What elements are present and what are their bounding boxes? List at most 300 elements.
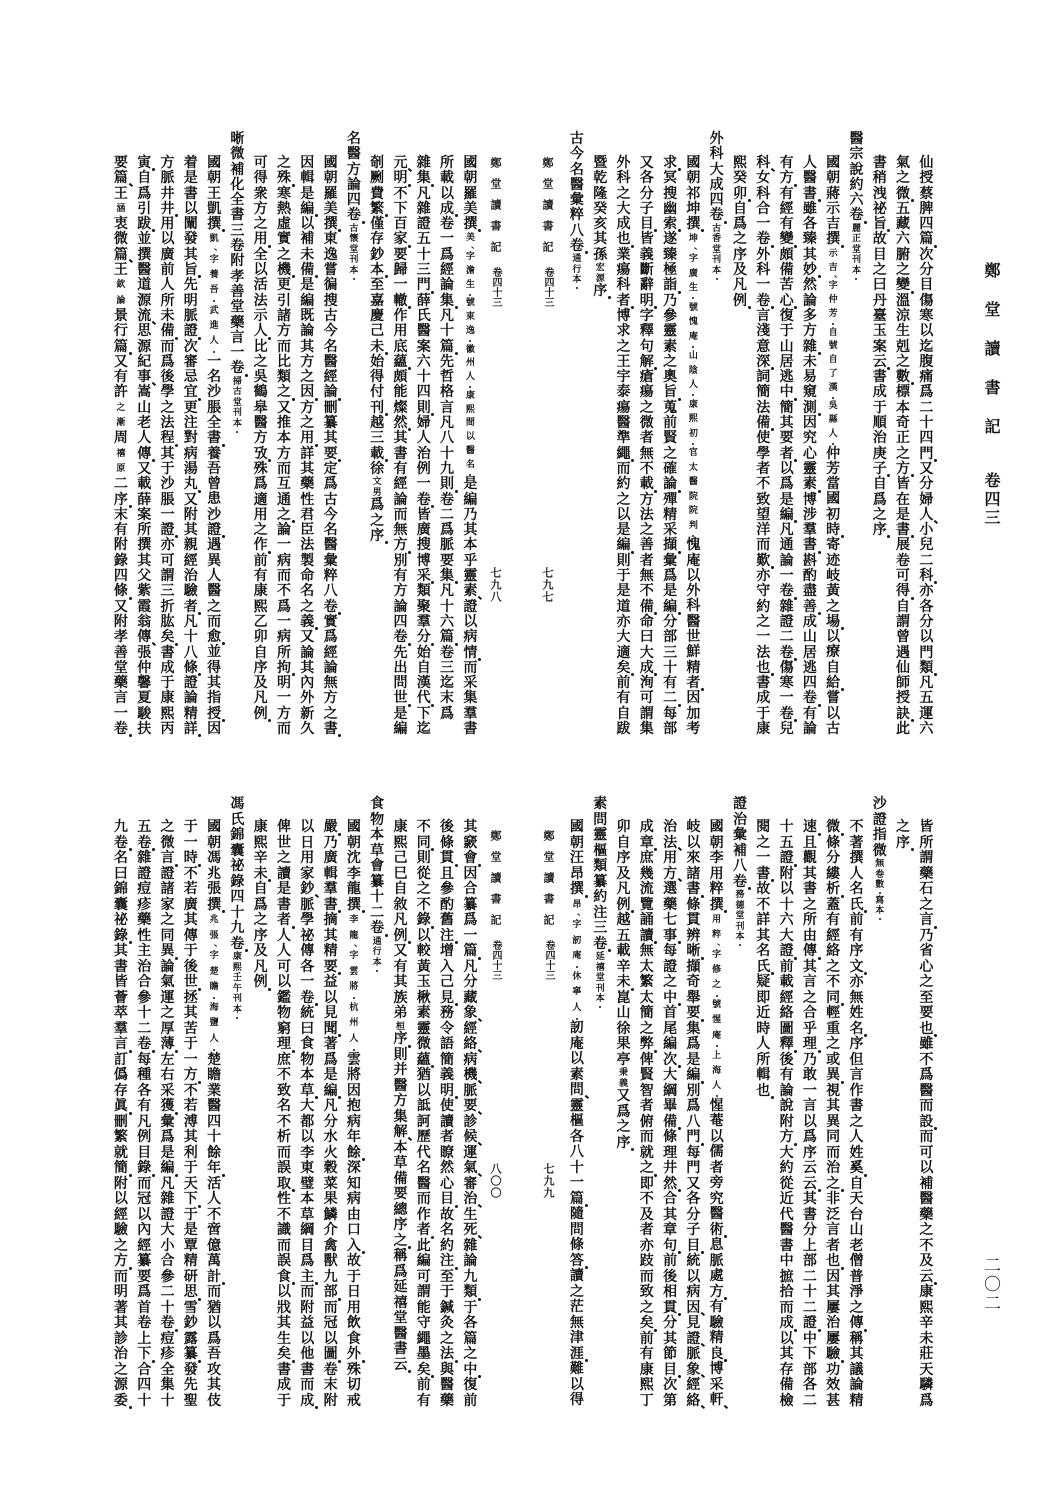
char: 以: [616, 506, 631, 523]
book-title-column: [366, 797, 389, 973]
char: 計: [202, 1270, 225, 1286]
char: 嚴: [319, 820, 342, 836]
char: 方: [346, 161, 361, 178]
char: 剞: [370, 155, 385, 171]
char: 論: [849, 1377, 864, 1393]
char: 孝: [230, 268, 245, 285]
annotation-char: 醫: [688, 477, 698, 488]
char: 若: [183, 881, 198, 897]
char: 要: [779, 430, 794, 447]
char: 約: [756, 598, 771, 615]
char: 本: [393, 1139, 408, 1156]
char: 康: [160, 690, 175, 707]
char: 其: [300, 338, 315, 355]
inline-annotation: [705, 224, 728, 282]
char: 言: [109, 1037, 132, 1053]
char: 理: [798, 1037, 821, 1053]
char: 之: [826, 598, 841, 615]
char: 之: [919, 1222, 934, 1238]
char: 旨: [658, 385, 681, 400]
char: 水: [323, 1129, 338, 1145]
char: 師: [896, 675, 911, 692]
text-column: [459, 156, 482, 737]
char: 底: [393, 338, 408, 355]
char: 序: [868, 523, 891, 538]
char: 居: [779, 353, 794, 370]
char: 實: [276, 231, 291, 248]
char: 羅: [463, 185, 478, 202]
char: 理: [663, 1144, 678, 1161]
char: 絡: [779, 1005, 794, 1021]
char: 薄: [156, 1037, 179, 1053]
char: 別: [393, 552, 408, 569]
char: 人: [249, 324, 272, 339]
char: 就: [639, 1144, 654, 1161]
annotation-char: 判: [688, 520, 698, 531]
char: 搜: [323, 292, 338, 309]
char: 以: [183, 200, 198, 217]
char: 書: [393, 1341, 408, 1357]
char: 次: [658, 1053, 681, 1069]
char: 及: [732, 262, 747, 279]
char: 外: [300, 690, 315, 707]
stop-mark: [129, 734, 132, 737]
char: 求: [658, 156, 681, 171]
char: 有: [779, 216, 794, 233]
char: 之: [272, 385, 295, 400]
char: 刪: [113, 1113, 128, 1130]
char: 酌: [802, 568, 817, 585]
char: 敢: [802, 1067, 817, 1083]
char: 其: [826, 1098, 841, 1114]
annotation-char: 熙: [688, 414, 698, 425]
char: 是: [323, 1067, 338, 1083]
char: 撰: [202, 898, 225, 914]
char: 凡: [463, 958, 478, 975]
char: 製: [300, 552, 315, 569]
char: 不: [639, 583, 654, 600]
char: 脈: [463, 1082, 478, 1099]
char: 編: [296, 202, 319, 217]
char: 道: [137, 277, 152, 294]
char: 八: [686, 1113, 701, 1130]
char: 其: [113, 943, 128, 959]
char: 數: [891, 370, 914, 385]
text-column: [891, 820, 914, 851]
char: 脾: [919, 200, 934, 217]
annotation-char: 本: [572, 275, 582, 286]
char: 鈔: [370, 246, 385, 263]
char: 先: [183, 277, 198, 294]
char: 居: [802, 644, 817, 661]
char: 效: [826, 1377, 841, 1393]
char: 徐: [616, 1020, 631, 1037]
char: 門: [915, 447, 938, 462]
char: 成: [802, 613, 817, 630]
char: 祁: [686, 185, 701, 202]
annotation-char: 縣: [828, 415, 838, 426]
char: 辛: [919, 1315, 934, 1331]
char: 囊: [230, 842, 245, 859]
char: 讀: [440, 1113, 455, 1130]
char: 迄: [919, 338, 934, 355]
char: 附: [183, 506, 198, 523]
char: 此: [416, 1237, 431, 1254]
char: 明: [113, 1284, 128, 1300]
char: 之: [919, 974, 934, 990]
char: 藥: [663, 896, 678, 913]
char: 諸: [686, 865, 701, 882]
char: 尾: [663, 1020, 678, 1037]
char: 幾: [639, 865, 654, 882]
char: 皆: [919, 819, 934, 835]
char: 于: [463, 1299, 478, 1316]
char: 山: [137, 399, 152, 416]
char: 給: [822, 676, 845, 691]
char: 約: [616, 476, 631, 493]
char: 熱: [276, 200, 291, 217]
char: 醫: [253, 415, 268, 432]
char: 例: [612, 898, 635, 914]
char: 熙: [919, 1299, 934, 1316]
char: 傳: [133, 447, 156, 462]
char: 一: [230, 345, 245, 362]
char: 廣: [183, 896, 198, 913]
char: 二: [802, 1392, 817, 1409]
char: 雜: [798, 340, 821, 355]
char: 羣: [113, 1020, 128, 1037]
char: 崑: [616, 989, 631, 1006]
char: 義: [296, 615, 319, 630]
char: 始: [370, 353, 385, 370]
char: 徧: [323, 277, 338, 294]
char: 目: [300, 1237, 315, 1254]
char: 有: [393, 958, 408, 975]
char: 都: [300, 1113, 315, 1130]
char: 前: [160, 262, 175, 279]
char: 患: [207, 491, 222, 508]
text-column: [459, 820, 482, 1409]
char: 屢: [826, 1330, 841, 1347]
char: 朝: [709, 834, 724, 851]
char: 分: [323, 1113, 338, 1130]
char: 補: [230, 161, 245, 178]
char: 四: [137, 1377, 152, 1393]
char: 要: [113, 155, 128, 171]
char: 有: [802, 705, 817, 722]
char: 雖: [802, 200, 817, 217]
char: 省: [919, 943, 934, 959]
char: 張: [207, 881, 222, 897]
char: 法: [435, 1347, 458, 1363]
char: 末: [113, 506, 128, 523]
char: 精: [686, 659, 701, 676]
char: 視: [826, 1082, 841, 1099]
char: 補: [732, 842, 747, 859]
char: 所: [137, 522, 152, 539]
char: 鶴: [253, 384, 268, 401]
char: 小: [160, 1237, 175, 1254]
annotation-char: 昂: [572, 899, 582, 910]
char: 徐: [370, 460, 385, 477]
char: 獸: [323, 1253, 338, 1269]
char: 別: [686, 1082, 701, 1099]
char: 次: [919, 246, 934, 263]
char: 即: [639, 1175, 654, 1192]
text-column: [565, 820, 588, 1409]
annotation-char: 兆: [209, 915, 219, 925]
char: 分: [663, 1315, 678, 1331]
char: 景: [113, 307, 128, 324]
char: 博: [709, 1361, 724, 1378]
char: 醫: [207, 1098, 222, 1114]
char: 其: [160, 445, 175, 462]
char: 因: [802, 415, 817, 432]
char: 卷: [296, 991, 319, 1007]
char: 寅: [133, 156, 156, 171]
char: 謂: [919, 850, 934, 866]
char: 分: [639, 185, 654, 202]
char: 于: [183, 1036, 198, 1052]
char: 朝: [323, 170, 338, 187]
char: 更: [276, 277, 291, 294]
char: 錄: [133, 1161, 156, 1177]
char: 分: [802, 1222, 817, 1238]
char: 二: [779, 629, 794, 646]
char: 及: [253, 675, 268, 692]
char: 大: [300, 1098, 315, 1114]
char: 萬: [207, 1253, 222, 1269]
char: 方: [253, 430, 268, 447]
char: 乃: [323, 834, 338, 851]
char: 纂: [370, 873, 385, 890]
char: 聚: [416, 598, 431, 615]
annotation-char: 張: [209, 930, 219, 941]
char: 索: [658, 217, 681, 232]
char: 以: [416, 927, 431, 944]
char: 旁: [709, 1175, 724, 1192]
char: 誤: [276, 1160, 291, 1176]
char: 作: [416, 1206, 431, 1223]
char: 逸: [323, 246, 338, 263]
char: 名: [569, 161, 584, 178]
char: 集: [393, 1108, 408, 1125]
char: 初: [826, 506, 841, 523]
char: 驗: [113, 1222, 128, 1238]
char: 十: [919, 415, 934, 432]
char: 畢: [663, 1098, 678, 1114]
char: 虛: [276, 216, 291, 233]
char: 亦: [160, 537, 175, 554]
char: 朝: [207, 170, 222, 187]
char: 舊: [440, 912, 455, 928]
char: 庚: [872, 445, 887, 462]
char: 淺: [756, 323, 771, 340]
char: 是: [616, 583, 631, 600]
char: 極: [663, 262, 678, 279]
char: 異: [207, 552, 222, 569]
char: 統: [686, 1253, 701, 1269]
char: 並: [207, 644, 222, 661]
char: 不: [276, 1206, 291, 1223]
char: 轍: [389, 294, 412, 309]
char: 各: [802, 216, 817, 233]
char: 法: [300, 537, 315, 554]
char: 窺: [802, 384, 817, 401]
char: 康: [253, 583, 268, 600]
char: 斟: [802, 552, 817, 569]
char: 編: [682, 1068, 705, 1084]
char: 繁: [366, 202, 389, 217]
page-798-footer: [487, 157, 503, 603]
char: 涉: [802, 506, 817, 523]
char: 姓: [849, 1005, 864, 1021]
char: 對: [183, 430, 198, 447]
char: 哲: [440, 369, 455, 386]
char: 遇: [896, 644, 911, 661]
char: 病: [463, 1051, 478, 1068]
char: 書: [756, 675, 771, 692]
annotation-char: 文: [372, 477, 382, 488]
char: 證: [682, 1332, 705, 1348]
char: 舉: [686, 989, 701, 1006]
char: 藥: [230, 314, 245, 331]
char: 用: [300, 850, 315, 866]
char: 綱: [663, 1082, 678, 1099]
char: 者: [440, 1129, 455, 1145]
char: 稱: [393, 1248, 408, 1264]
char: 越: [616, 912, 631, 928]
annotation-char: 用: [712, 915, 722, 925]
char: 證: [160, 1206, 175, 1223]
char: 殊: [346, 1361, 361, 1378]
char: 附: [113, 537, 128, 554]
char: 之: [896, 170, 911, 187]
char: 成: [160, 659, 175, 676]
annotation-char: 本: [735, 932, 745, 942]
char: 雖: [919, 1036, 934, 1052]
char: 乾: [593, 170, 608, 187]
text-column: [822, 820, 845, 1409]
char: 道: [616, 598, 631, 615]
stop-mark: [315, 1406, 318, 1409]
char: 矣: [635, 1316, 658, 1332]
char: 仲: [137, 659, 152, 676]
char: 吉: [826, 216, 841, 233]
char: 卷: [156, 1316, 179, 1332]
char: 後: [440, 819, 455, 835]
char: 分: [826, 850, 841, 866]
char: 經: [686, 1377, 701, 1393]
char: 定: [323, 460, 338, 477]
annotation-char: 人: [712, 1080, 722, 1091]
char: 處: [709, 1268, 724, 1285]
char: 其: [826, 1284, 841, 1300]
char: 編: [393, 720, 408, 737]
char: 之: [896, 353, 911, 370]
char: 瘡: [639, 369, 654, 386]
char: 所: [802, 912, 817, 928]
char: 者: [775, 447, 798, 462]
char: 大: [709, 161, 724, 178]
char: 其: [323, 430, 338, 447]
char: 源: [137, 338, 152, 355]
char: 未: [366, 340, 389, 355]
char: 氣: [896, 155, 911, 171]
stop-mark: [887, 535, 890, 538]
char: 于: [160, 460, 175, 477]
char: 錦: [113, 881, 128, 897]
char: 伎: [207, 1392, 222, 1409]
inline-annotation: [366, 937, 389, 974]
char: 纂: [179, 1347, 202, 1363]
char: 之: [616, 1119, 631, 1135]
char: 脈: [709, 1252, 724, 1269]
char: 證: [156, 523, 179, 538]
char: 癸: [593, 200, 608, 217]
char: 草: [393, 1155, 408, 1171]
char: 下: [179, 1192, 202, 1208]
char: 古: [323, 307, 338, 324]
char: 十: [802, 1284, 817, 1300]
char: 問: [569, 1221, 584, 1238]
char: 義: [639, 246, 654, 263]
annotation-char: 院: [688, 506, 698, 517]
text-column: [682, 156, 705, 737]
char: 世: [179, 975, 202, 991]
char: 者: [612, 294, 635, 309]
text-column: [156, 156, 179, 737]
annotation-char: 坤: [688, 234, 698, 245]
char: 微: [416, 1036, 431, 1052]
char: 故: [346, 1253, 361, 1269]
char: 庵: [686, 552, 701, 569]
char: 前: [779, 958, 794, 975]
char: 三: [663, 644, 678, 661]
char: 世: [389, 691, 412, 706]
char: 書: [802, 1206, 817, 1223]
char: 就: [113, 1144, 128, 1161]
annotation-char: 人: [572, 1002, 582, 1013]
annotation-char: 禧: [595, 962, 605, 973]
char: 前: [849, 912, 864, 928]
char: 化: [230, 176, 245, 193]
annotation-char: 堂: [851, 244, 861, 255]
char: 飲: [346, 1315, 361, 1331]
text-column: [728, 156, 751, 309]
char: 歸: [393, 262, 408, 279]
char: 爲: [616, 1103, 631, 1120]
char: 醫: [616, 415, 631, 432]
annotation-char: 生: [465, 279, 475, 290]
char: 隆: [593, 185, 608, 202]
char: 人: [756, 1036, 771, 1052]
char: 病: [183, 445, 198, 462]
char: 詳: [300, 445, 315, 462]
char: 無: [639, 445, 654, 462]
char: 石: [919, 881, 934, 897]
annotation-char: 熙: [232, 962, 242, 973]
char: 撰: [459, 217, 482, 232]
char: 授: [202, 707, 225, 722]
char: 撰: [849, 850, 864, 866]
char: 十: [137, 1005, 152, 1021]
char: 攷: [249, 447, 272, 462]
char: 備: [156, 324, 179, 339]
char: 馮: [207, 850, 222, 866]
char: 不: [416, 819, 431, 835]
char: 條: [826, 834, 841, 851]
